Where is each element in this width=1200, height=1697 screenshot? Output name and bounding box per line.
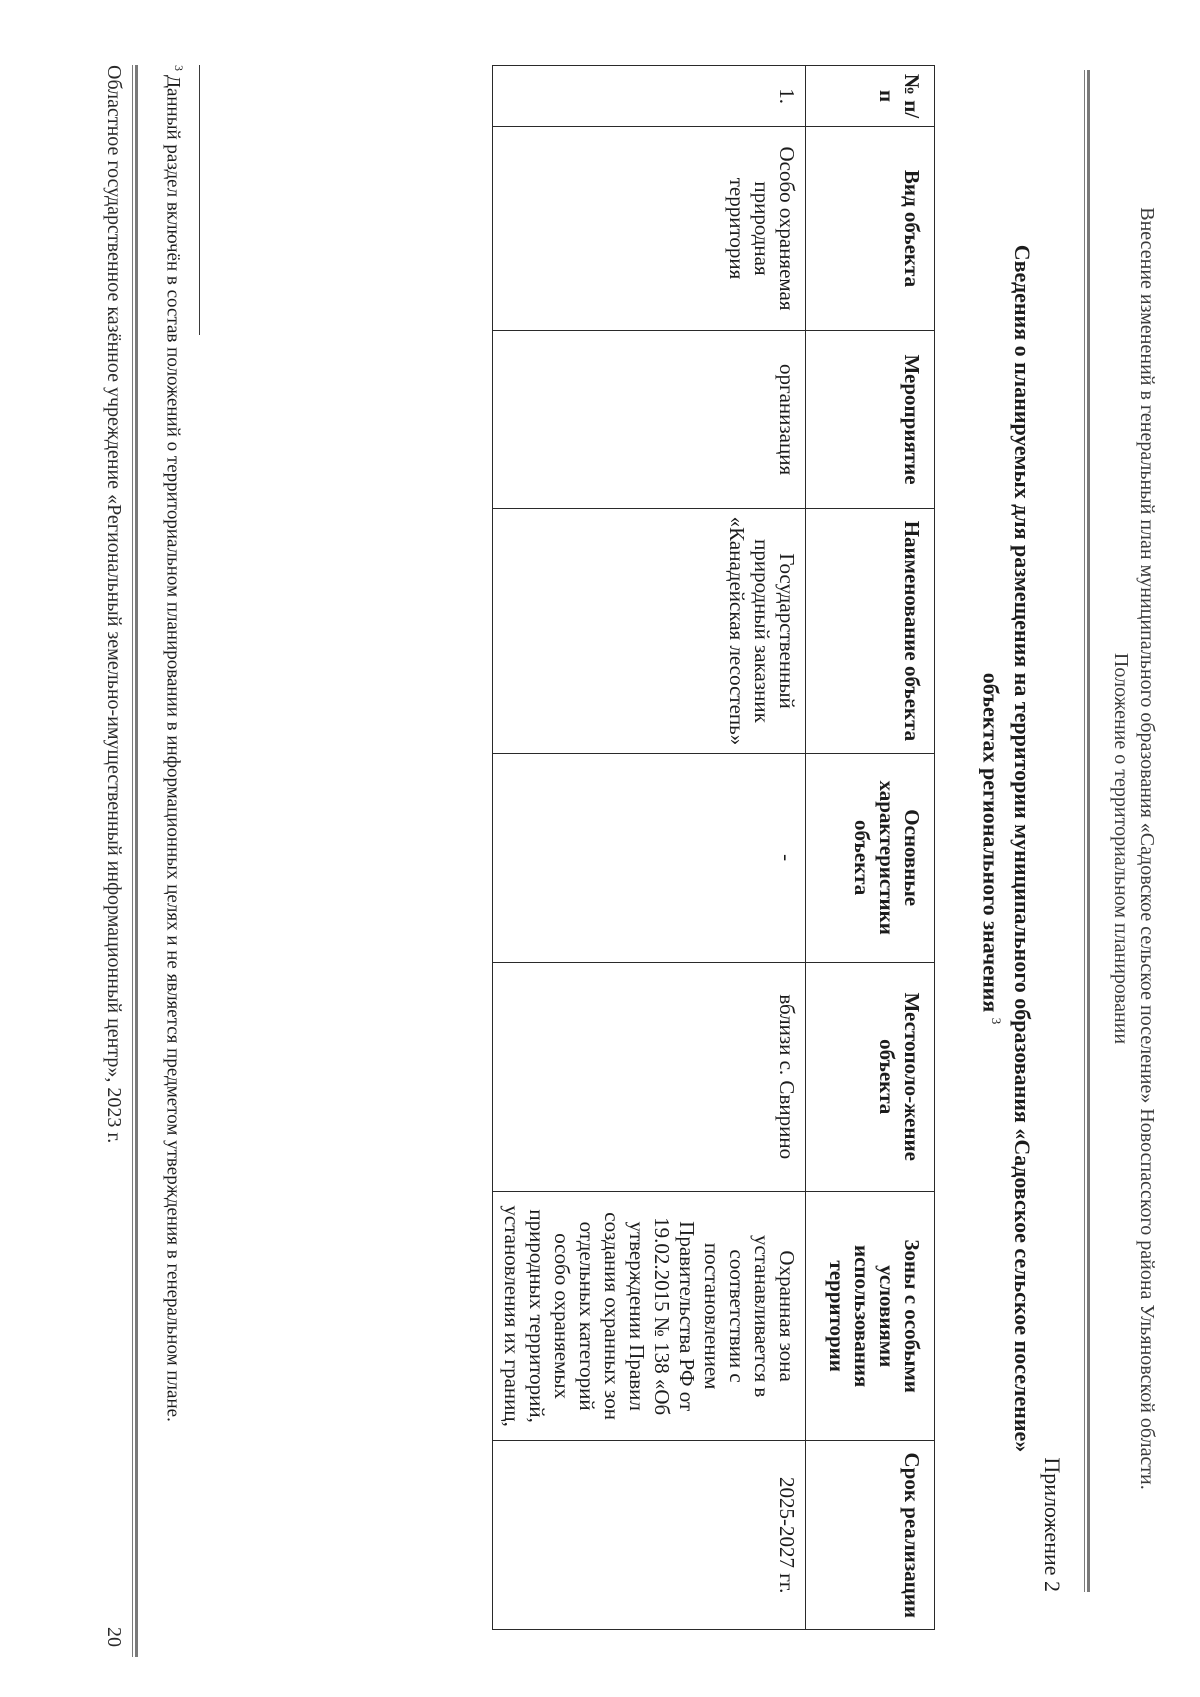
running-header (1108, 40, 1160, 1657)
cell-special-zones: Охранная зона устанавливается в соответствии с постановлением Правительства РФ от 19.02.2015 № 138 «Об утверждении Правил создания охранных зон отдельных категорий особо охраняемых природных территорий, установления их границ, (493, 1191, 806, 1441)
title-line-1: Сведения о планируемых для размещения на территории муниципального образования «Садовское сельское поселение» (1010, 244, 1035, 1453)
col-header-deadline: Срок реализации (806, 1441, 935, 1630)
cell-characteristics: - (493, 753, 806, 962)
cell-deadline: 2025-2027 гг. (493, 1441, 806, 1630)
col-header-special-zones: Зоны с особыми условиями использования территории (806, 1191, 935, 1441)
cell-object-type: Особо охраняемая природная территория (493, 127, 806, 331)
document-title (978, 150, 1035, 1547)
appendix-label: Приложение 2 (1040, 1457, 1065, 1592)
col-header-object-name: Наименование объекта (806, 509, 935, 754)
col-header-object-type: Вид объекта (806, 127, 935, 331)
header-line-1: Внесение изменений в генеральный план муниципального образования «Садовское сельское поселение» Новоспасского района Ульяновской области. (1136, 207, 1158, 1490)
footnote-text: Данный раздел включён в состав положений о территориальном планировании в информационных целях и не является предметом утверждения в генеральном плане. (162, 75, 184, 1422)
footnote-marker: 3 (172, 65, 186, 71)
col-header-characteristics: Основные характеристики объекта (806, 753, 935, 962)
title-line-2-text: объектах регионального значения (978, 672, 1004, 1013)
cell-location: вблизи с. Свирино (493, 962, 806, 1191)
page-number: 20 (103, 1627, 125, 1647)
footer-organization: Областное государственное казённое учреждение «Региональный земельно-имущественный информационный центр», 2023 г. (103, 65, 125, 1144)
col-header-measure: Мероприятие (806, 330, 935, 508)
col-header-number: № п/п (806, 66, 935, 127)
cell-measure: организация (493, 330, 806, 508)
col-header-location: Местополо-жение объекта (806, 962, 935, 1191)
title-line-2 (978, 150, 1009, 1547)
cell-object-name: Государственный природный заказник «Канадейская лесостепь» (493, 509, 806, 754)
title-footnote-ref: 3 (989, 1017, 1004, 1025)
footer-divider (132, 65, 138, 1657)
cell-number: 1. (493, 66, 806, 127)
header-line-2: Положение о территориальном планировании (1110, 652, 1132, 1045)
footnote-divider (199, 65, 200, 335)
header-divider (1084, 70, 1090, 1592)
planned-objects-table (492, 65, 935, 1630)
table-row (493, 66, 806, 1630)
table-header-row (806, 66, 935, 1630)
footnote (162, 65, 190, 1592)
